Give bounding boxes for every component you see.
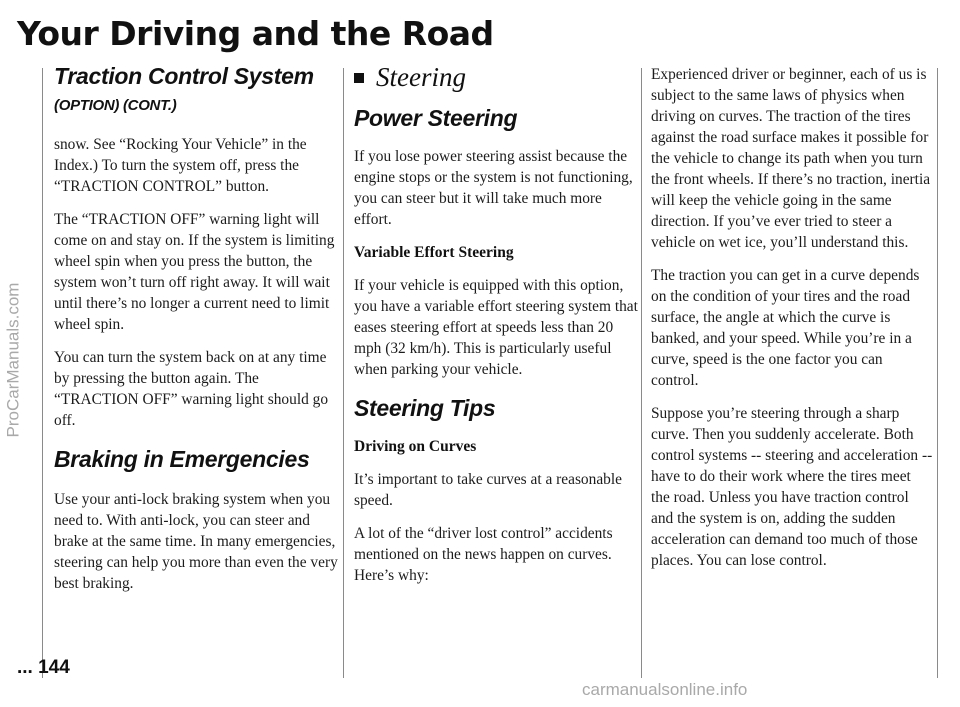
side-watermark (0, 60, 26, 660)
paragraph: Experienced driver or beginner, each of us is subject to the same laws of physics when driving on curves. The traction of the tires against the road surface makes it possible for the vehicle to change its path when you turn the front wheels. If there’s no traction, inertia will keep the vehicle going in the same direction. If you’ve ever tried to steer a vehicle on wet ice, you’ll understand this. (651, 66, 931, 251)
driving-on-curves-subheading: Driving on Curves (354, 438, 477, 455)
column-rule-right (937, 68, 938, 678)
footer-watermark: carmanualsonline.info (582, 680, 748, 699)
page-number: ... 144 (17, 657, 70, 678)
variable-effort-subheading: Variable Effort Steering (354, 244, 514, 261)
paragraph: If you lose power steering assist because the engine stops or the system is not functioning, you can steer but it will take much more effort. (354, 148, 633, 228)
paragraph: It’s important to take curves at a reasonable speed. (354, 471, 622, 509)
paragraph: The traction you can get in a curve depends on the condition of your tires and the road surface, the angle at which the curve is banked, and your speed. While you’re in a curve, speed is the one factor you can control. (651, 267, 920, 389)
page-title: Your Driving and the Road (17, 14, 494, 53)
paragraph: snow. See “Rocking Your Vehicle” in the Index.) To turn the system off, press the “TRACTION CONTROL” button. (54, 136, 307, 195)
column-rule-left (42, 68, 43, 678)
steering-section-label: Steering (376, 62, 466, 92)
paragraph: If your vehicle is equipped with this option, you have a variable effort steering system that eases steering effort at speeds less than 20 mph (32 km/h). This is particularly useful when parking your vehicle. (354, 277, 638, 378)
paragraph: Use your anti-lock braking system when you need to. With anti-lock, you can steer and brake at the same time. In many emergencies, steering can help you more than even the very best braking. (54, 491, 338, 592)
steering-section-heading (354, 62, 638, 92)
braking-heading: Braking in Emergencies (54, 446, 310, 472)
column-3 (651, 64, 933, 583)
paragraph: You can turn the system back on at any time by pressing the button again. The “TRACTION OFF” warning light should go off. (54, 349, 329, 429)
column-1 (54, 62, 338, 606)
traction-control-heading: Traction Control System (54, 63, 314, 89)
bullet-square-icon (354, 73, 364, 83)
power-steering-heading: Power Steering (354, 105, 518, 131)
option-subheading: (OPTION) (CONT.) (54, 97, 177, 114)
column-rule-2 (641, 68, 642, 678)
paragraph: A lot of the “driver lost control” accidents mentioned on the news happen on curves. Here’s why: (354, 525, 613, 584)
steering-tips-heading: Steering Tips (354, 395, 496, 421)
column-rule-1 (343, 68, 344, 678)
paragraph: Suppose you’re steering through a sharp curve. Then you suddenly accelerate. Both control systems -- steering and acceleration -- have to do their work where the tires meet the road. Unless you have traction control and the system is on, adding the sudden acceleration can demand too much of those places. You can lose control. (651, 405, 933, 569)
paragraph: The “TRACTION OFF” warning light will come on and stay on. If the system is limiting wheel spin when you press the button, the system won’t turn off right away. It will wait until there’s no longer a current need to limit wheel spin. (54, 211, 335, 333)
side-watermark-text: ProCarManuals.com (3, 282, 23, 438)
column-2 (354, 62, 638, 598)
